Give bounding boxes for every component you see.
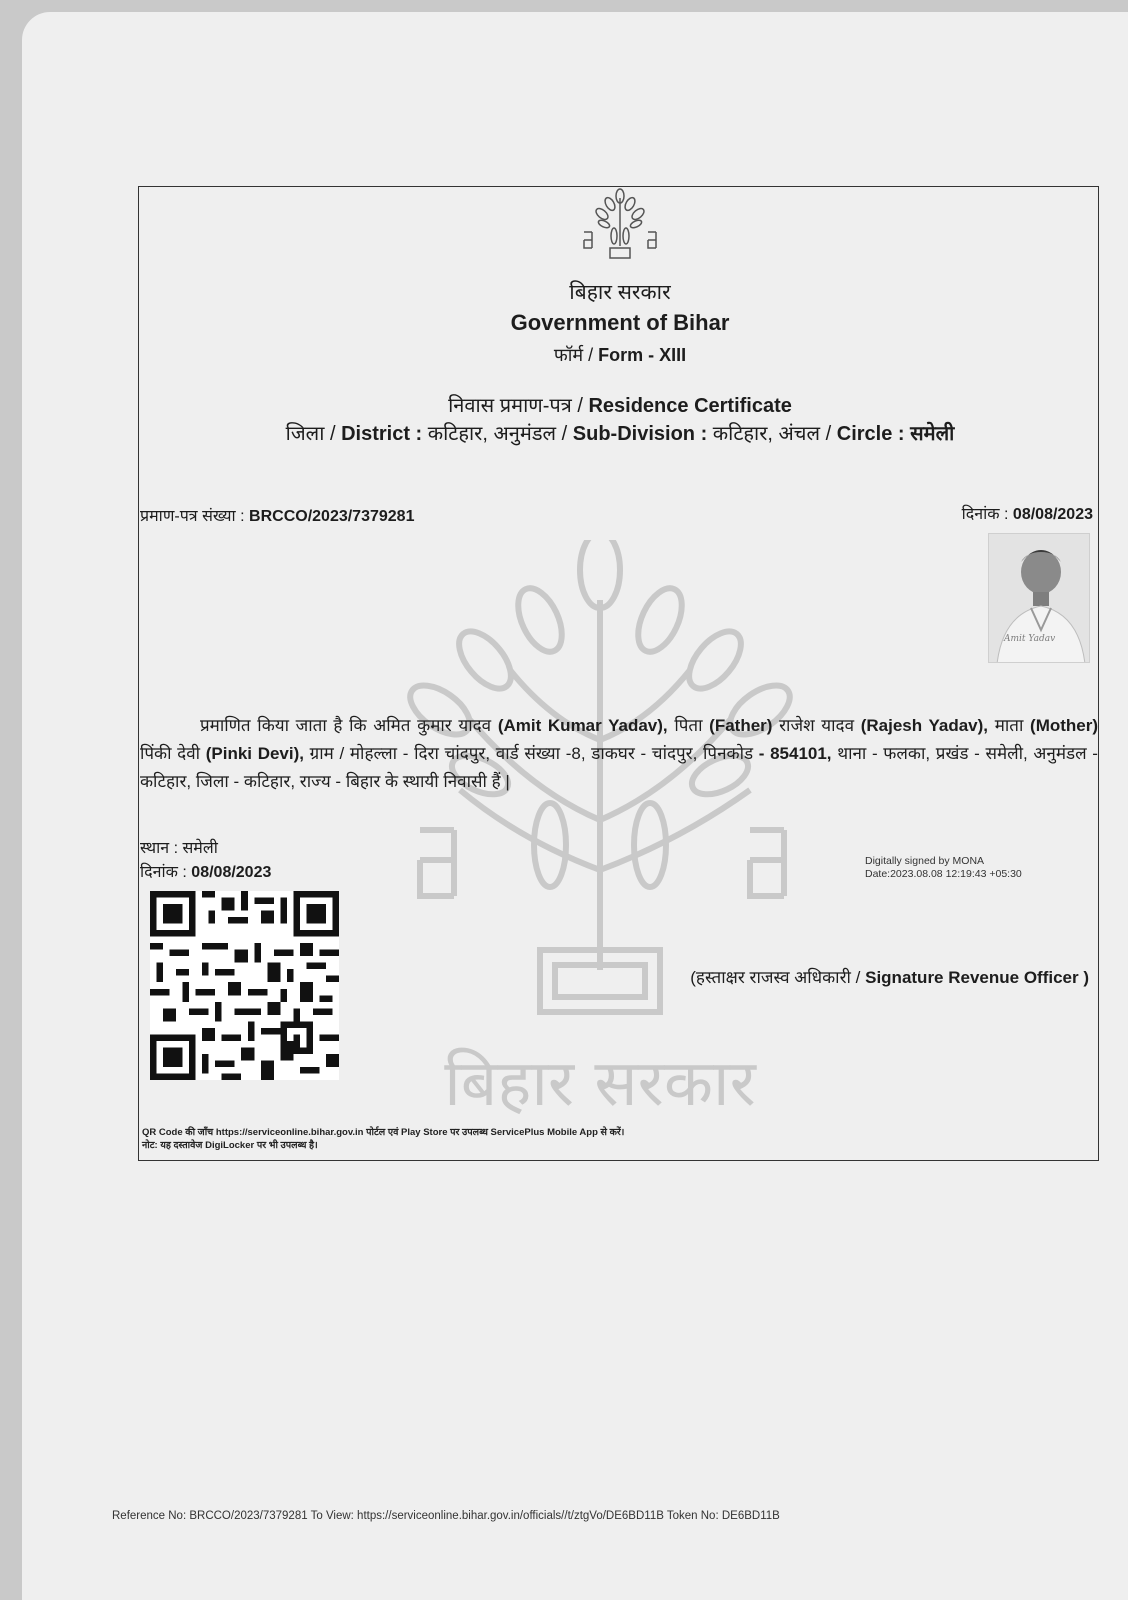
digital-signature bbox=[865, 855, 1022, 881]
qr-code[interactable] bbox=[150, 891, 339, 1080]
certificate-body bbox=[140, 712, 1098, 796]
subdivision-label-english: Sub-Division : bbox=[572, 423, 708, 445]
subdivision-value: कटिहार, bbox=[712, 423, 773, 445]
form-label-english: Form - XIII bbox=[598, 345, 687, 365]
digital-signature-name: Digitally signed by MONA bbox=[865, 855, 985, 867]
father-label: (Father) bbox=[709, 716, 773, 735]
certificate-number bbox=[140, 504, 414, 526]
father-name-hindi: राजेश यादव bbox=[779, 716, 855, 735]
issue-date-value: 08/08/2023 bbox=[1012, 506, 1093, 523]
issue-date-top bbox=[962, 502, 1093, 524]
father-label-hindi: पिता bbox=[674, 716, 703, 735]
address-text: ग्राम / मोहल्ला - दिरा चांदपुर, वार्ड संख्या -8, डाकघर - चांदपुर, पिनकोड bbox=[309, 744, 754, 763]
bihar-emblem-logo bbox=[578, 188, 662, 264]
mother-label-hindi: माता bbox=[994, 716, 1024, 735]
form-number bbox=[140, 343, 1100, 367]
qr-note-line: QR Code की जाँच https://serviceonline.bihar.gov.in पोर्टल एवं Play Store पर उपलब्ध ServicePlus Mobile App से करें। bbox=[142, 1127, 625, 1138]
certificate-number-value: BRCCO/2023/7379281 bbox=[249, 508, 415, 525]
certificate-title bbox=[140, 391, 1100, 418]
form-label-hindi: फॉर्म / bbox=[553, 345, 594, 365]
father-name: (Rajesh Yadav), bbox=[860, 716, 989, 735]
certificate-title-english: Residence Certificate bbox=[588, 395, 792, 417]
jurisdiction-line bbox=[140, 419, 1100, 446]
signature-revenue-officer bbox=[690, 965, 1089, 988]
watermark-text: बिहार सरकार bbox=[444, 1047, 756, 1121]
subdivision-label-hindi: अनुमंडल / bbox=[493, 423, 568, 445]
district-value: कटिहार, bbox=[427, 423, 488, 445]
photo-signature: Amit Yadav bbox=[1004, 634, 1056, 644]
bihar-emblem-watermark bbox=[400, 540, 840, 1130]
footer-reference: Reference No: BRCCO/2023/7379281 To View: https://serviceonline.bihar.gov.in/officials//t/ztgVo/DE6BD11B Token No: DE6BD11B bbox=[112, 1510, 780, 1522]
district-label-hindi: जिला / bbox=[285, 423, 336, 445]
government-title-english: Government of Bihar bbox=[510, 310, 730, 335]
mother-label: (Mother) bbox=[1030, 716, 1099, 735]
address-text-2: थाना - फलका, प्रखंड - समेली, अनुमंडल - कटिहार, जिला - कटिहार, राज्य - बिहार के स्थायी निवासी हैं | bbox=[140, 744, 1098, 791]
signature-label-english: Signature Revenue Officer ) bbox=[865, 968, 1089, 987]
mother-name: (Pinki Devi), bbox=[205, 744, 304, 763]
pincode: - 854101, bbox=[758, 744, 832, 763]
government-title-hindi: बिहार सरकार bbox=[569, 281, 671, 304]
issue-date-label: दिनांक : bbox=[961, 506, 1009, 523]
circle-label-hindi: अंचल / bbox=[778, 423, 832, 445]
certificate-title-hindi: निवास प्रमाण-पत्र / bbox=[448, 395, 583, 417]
applicant-name: (Amit Kumar Yadav), bbox=[497, 716, 668, 735]
issue-place: स्थान : समेली bbox=[140, 840, 218, 857]
circle-value: समेली bbox=[910, 423, 955, 445]
issue-date-bottom-label: दिनांक : bbox=[140, 864, 187, 881]
body-intro: प्रमाणित किया जाता है कि अमित कुमार यादव bbox=[200, 716, 492, 735]
issue-date-bottom-value: 08/08/2023 bbox=[191, 864, 272, 881]
signature-label-hindi: (हस्ताक्षर राजस्व अधिकारी / bbox=[690, 968, 861, 987]
issue-date-bottom bbox=[140, 860, 271, 882]
mother-name-hindi: पिंकी देवी bbox=[140, 744, 201, 763]
digital-signature-date: Date:2023.08.08 12:19:43 +05:30 bbox=[865, 868, 1022, 880]
qr-verification-note bbox=[142, 1126, 624, 1152]
district-label-english: District : bbox=[341, 423, 423, 445]
certificate-number-label: प्रमाण-पत्र संख्या : bbox=[140, 508, 245, 525]
digilocker-note: नोट: यह दस्तावेज DigiLocker पर भी उपलब्ध है। bbox=[142, 1140, 318, 1151]
circle-label-english: Circle : bbox=[836, 423, 905, 445]
